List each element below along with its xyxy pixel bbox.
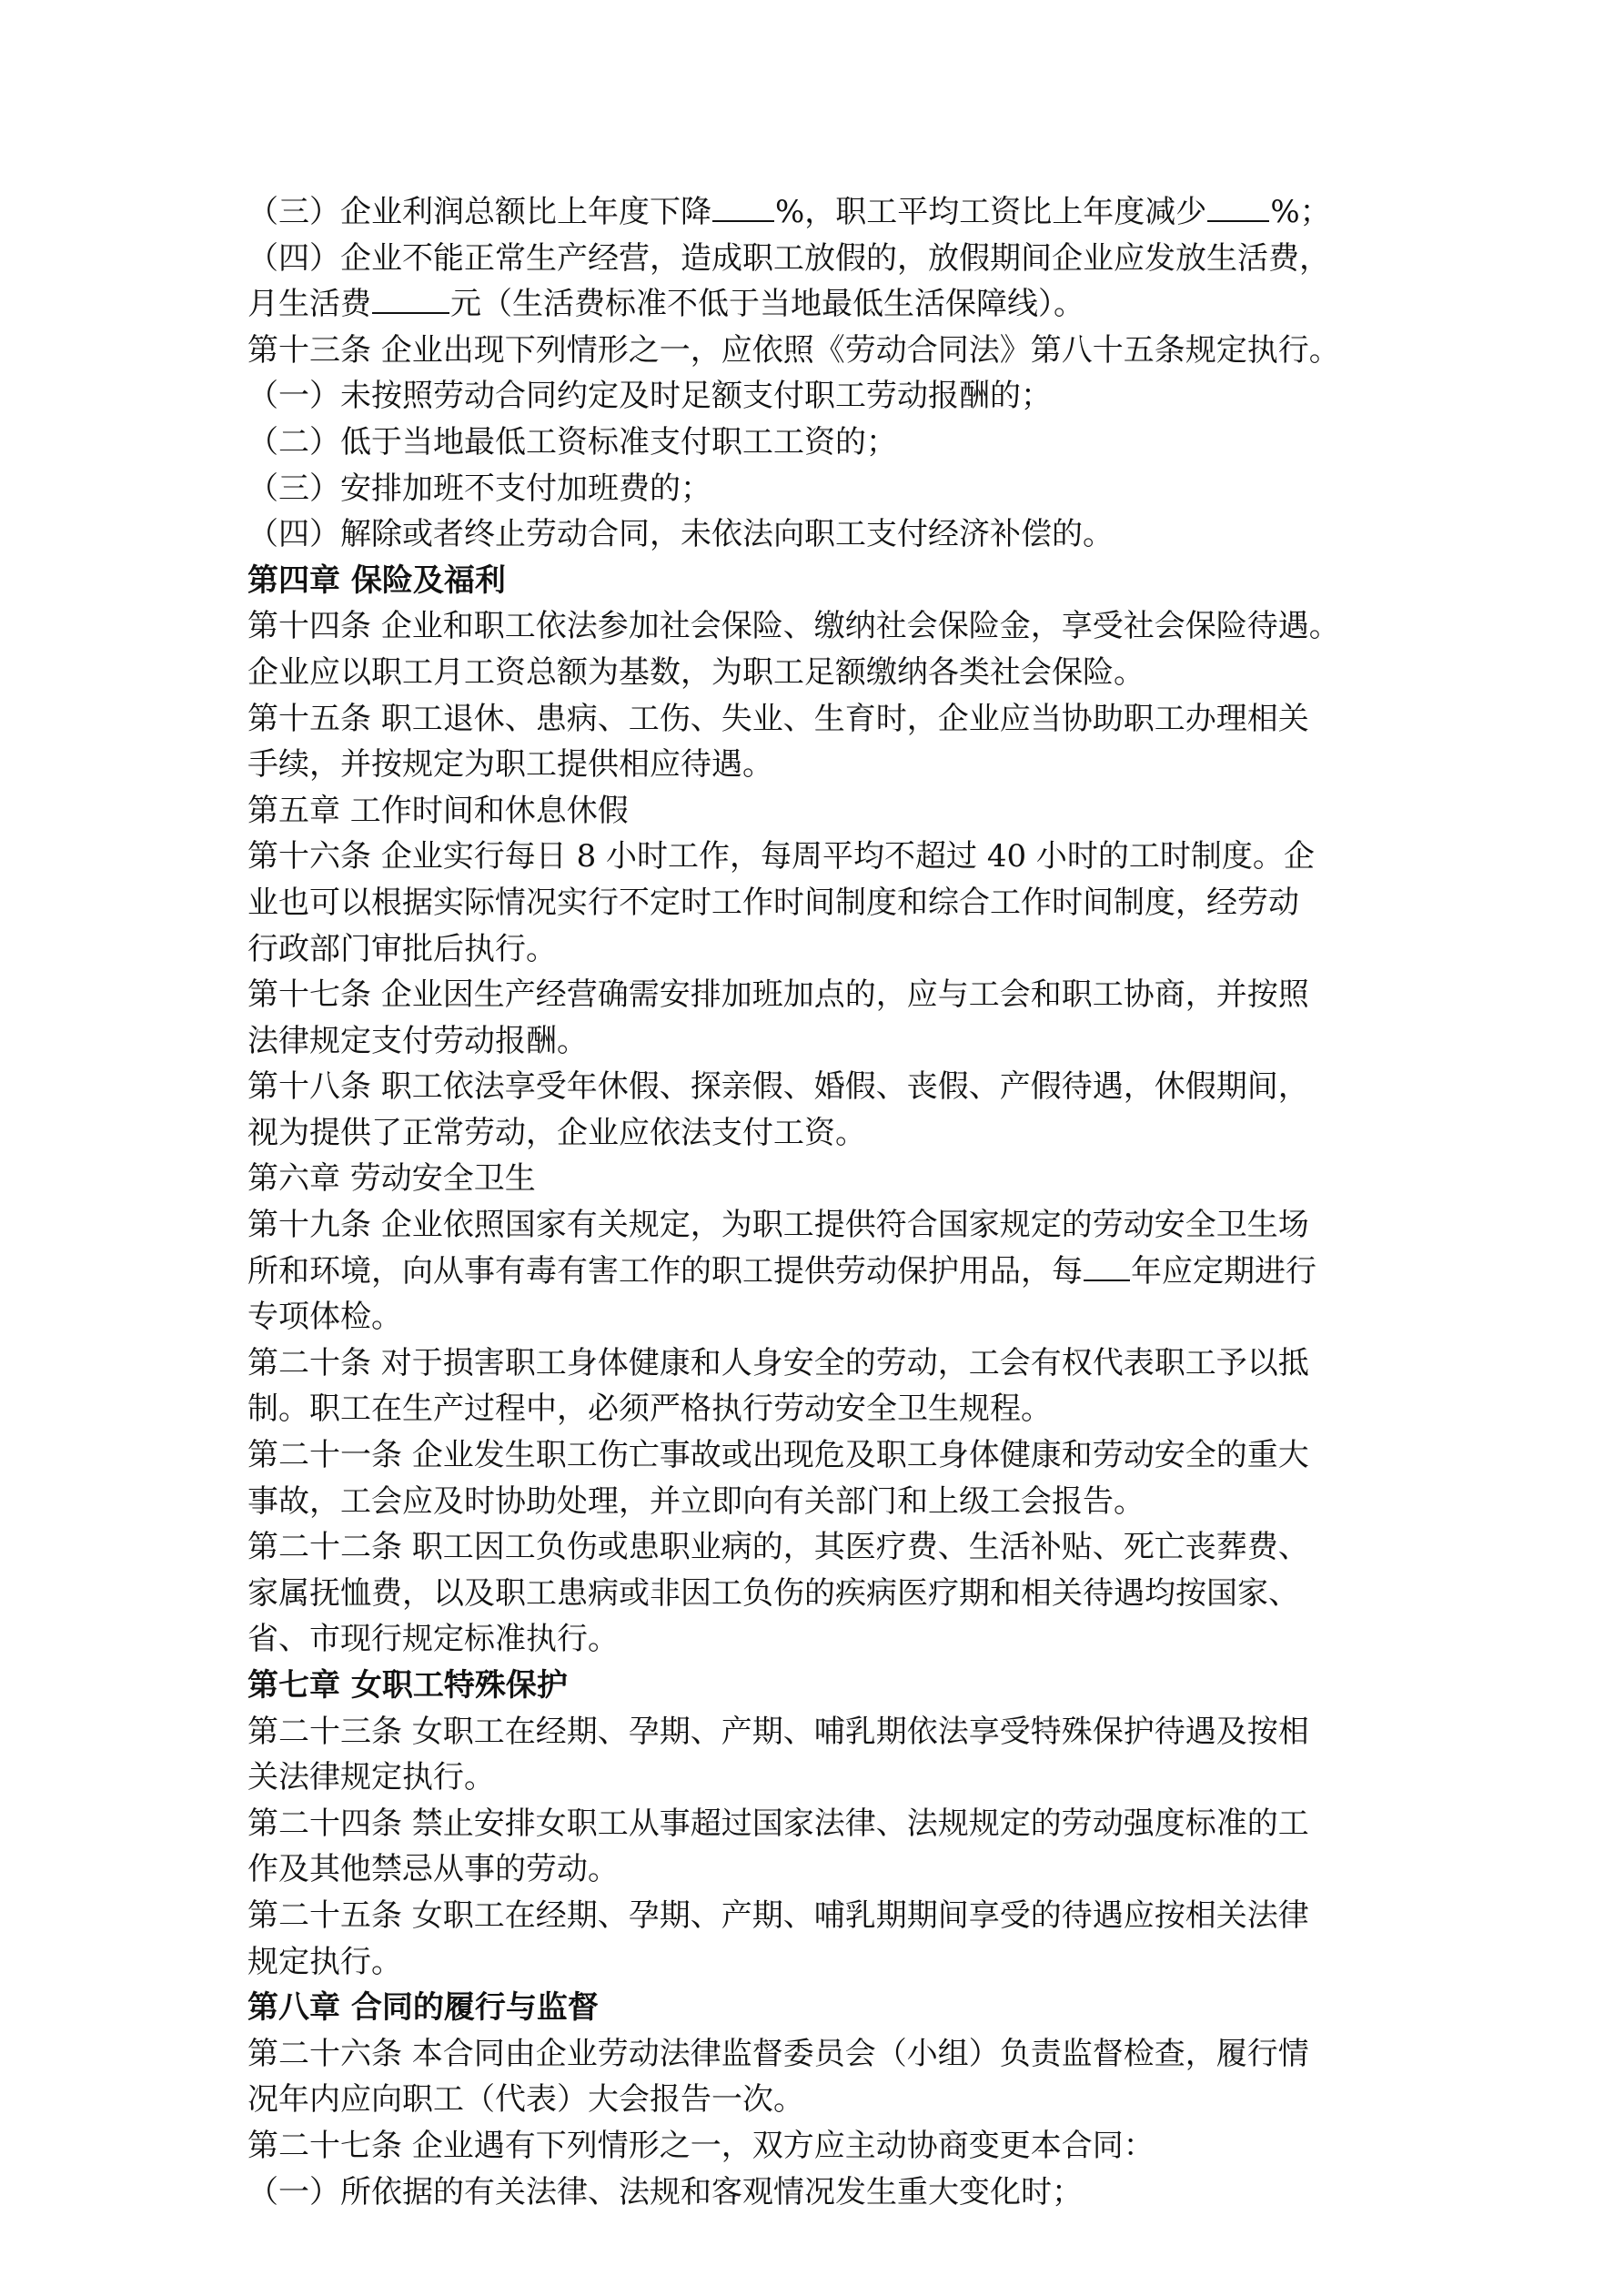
text-segment: 第七章 女职工特殊保护 bbox=[247, 1667, 568, 1704]
document-page bbox=[247, 189, 1394, 2215]
text-segment: 元（生活费标准不低于当地最低生活保障线）。 bbox=[450, 286, 1084, 323]
text-segment: 第二十七条 企业遇有下列情形之一，双方应主动协商变更本合同： bbox=[247, 2127, 1155, 2164]
text-line bbox=[247, 1249, 1394, 1295]
chapter-heading bbox=[247, 1985, 1394, 2031]
text-segment: （一）所依据的有关法律、法规和客观情况发生重大变化时； bbox=[247, 2173, 1083, 2210]
text-line bbox=[247, 281, 1394, 328]
text-segment: 第二十二条 职工因工负伤或患职业病的，其医疗费、生活补贴、死亡丧葬费、 bbox=[247, 1529, 1309, 1566]
text-segment: 法律规定支付劳动报酬。 bbox=[247, 1022, 588, 1059]
text-line bbox=[247, 1156, 1394, 1202]
text-segment: 所和环境，向从事有毒有害工作的职工提供劳动保护用品，每 bbox=[247, 1252, 1083, 1290]
text-segment: 规定执行。 bbox=[247, 1943, 402, 1980]
text-line bbox=[247, 1294, 1394, 1340]
text-segment: （四）解除或者终止劳动合同，未依法向职工支付经济补偿的。 bbox=[247, 516, 1114, 553]
text-line bbox=[247, 1018, 1394, 1065]
text-segment: 家属抚恤费，以及职工患病或非因工负伤的疾病医疗期和相关待遇均按国家、 bbox=[247, 1574, 1299, 1612]
text-segment: 企业应以职工月工资总额为基数，为职工足额缴纳各类社会保险。 bbox=[247, 653, 1145, 691]
text-line bbox=[247, 972, 1394, 1018]
text-line bbox=[247, 189, 1394, 236]
text-segment: 视为提供了正常劳动，企业应依法支付工资。 bbox=[247, 1114, 866, 1151]
text-segment: 关法律规定执行。 bbox=[247, 1759, 495, 1796]
text-line bbox=[247, 1755, 1394, 1801]
text-segment: （一）未按照劳动合同约定及时足额支付职工劳动报酬的； bbox=[247, 378, 1052, 415]
text-segment: 第五章 工作时间和休息休假 bbox=[247, 792, 629, 829]
text-line bbox=[247, 1524, 1394, 1571]
text-line bbox=[247, 696, 1394, 743]
text-line bbox=[247, 788, 1394, 834]
text-segment: （三）安排加班不支付加班费的； bbox=[247, 470, 711, 507]
text-line bbox=[247, 926, 1394, 973]
text-line bbox=[247, 1110, 1394, 1157]
chapter-heading bbox=[247, 1663, 1394, 1709]
text-segment: %，职工平均工资比上年度减少 bbox=[775, 194, 1207, 230]
text-line bbox=[247, 1340, 1394, 1387]
text-line bbox=[247, 1709, 1394, 1755]
text-line bbox=[247, 742, 1394, 788]
text-segment: 第十四条 企业和职工依法参加社会保险、缴纳社会保险金，享受社会保险待遇。 bbox=[247, 608, 1340, 645]
text-segment: 行政部门审批后执行。 bbox=[247, 930, 557, 967]
text-segment: （二）低于当地最低工资标准支付职工工资的； bbox=[247, 423, 897, 460]
text-line bbox=[247, 1616, 1394, 1663]
text-line bbox=[247, 880, 1394, 926]
text-segment: 专项体检。 bbox=[247, 1299, 402, 1336]
text-line bbox=[247, 466, 1394, 512]
text-line bbox=[247, 1939, 1394, 1986]
text-line bbox=[247, 511, 1394, 558]
text-segment: 事故，工会应及时协助处理，并立即向有关部门和上级工会报告。 bbox=[247, 1482, 1145, 1520]
text-line bbox=[247, 650, 1394, 696]
text-line bbox=[247, 328, 1394, 374]
fill-in-blank bbox=[1207, 189, 1269, 222]
text-line bbox=[247, 1571, 1394, 1617]
text-line bbox=[247, 1064, 1394, 1110]
text-segment: 第二十五条 女职工在经期、孕期、产期、哺乳期期间享受的待遇应按相关法律 bbox=[247, 1896, 1309, 1934]
fill-in-blank bbox=[1084, 1249, 1130, 1281]
text-line bbox=[247, 2123, 1394, 2170]
text-line bbox=[247, 2031, 1394, 2078]
text-line bbox=[247, 834, 1394, 880]
text-line bbox=[247, 1386, 1394, 1432]
text-segment: 第二十六条 本合同由企业劳动法律监督委员会（小组）负责监督检查，履行情 bbox=[247, 2035, 1309, 2072]
text-line bbox=[247, 373, 1394, 420]
text-segment: 第二十条 对于损害职工身体健康和人身安全的劳动，工会有权代表职工予以抵 bbox=[247, 1344, 1309, 1381]
text-segment: %； bbox=[1270, 194, 1331, 230]
text-line bbox=[247, 1801, 1394, 1847]
text-segment: 第十五条 职工退休、患病、工伤、失业、生育时，企业应当协助职工办理相关 bbox=[247, 700, 1309, 737]
text-segment: （三）企业利润总额比上年度下降 bbox=[247, 194, 711, 230]
text-segment: 月生活费 bbox=[247, 286, 371, 323]
fill-in-blank bbox=[712, 189, 774, 222]
text-segment: 第二十三条 女职工在经期、孕期、产期、哺乳期依法享受特殊保护待遇及按相 bbox=[247, 1713, 1309, 1750]
fill-in-blank bbox=[372, 281, 449, 314]
text-line bbox=[247, 1893, 1394, 1939]
text-segment: （四）企业不能正常生产经营，造成职工放假的，放假期间企业应发放生活费， bbox=[247, 239, 1330, 277]
text-line bbox=[247, 2077, 1394, 2123]
text-line bbox=[247, 1432, 1394, 1479]
text-segment: 省、市现行规定标准执行。 bbox=[247, 1621, 619, 1658]
text-line bbox=[247, 420, 1394, 466]
text-line bbox=[247, 1846, 1394, 1893]
text-segment: 第二十一条 企业发生职工伤亡事故或出现危及职工身体健康和劳动安全的重大 bbox=[247, 1437, 1309, 1474]
text-segment: 第十六条 企业实行每日 8 小时工作，每周平均不超过 40 小时的工时制度。企 bbox=[247, 838, 1315, 875]
text-segment: 年应定期进行 bbox=[1131, 1252, 1316, 1290]
text-segment: 第四章 保险及福利 bbox=[247, 561, 506, 599]
text-line bbox=[247, 2170, 1394, 2216]
text-segment: 业也可以根据实际情况实行不定时工作时间制度和综合工作时间制度，经劳动 bbox=[247, 884, 1299, 921]
chapter-heading bbox=[247, 558, 1394, 604]
text-segment: 制。职工在生产过程中，必须严格执行劳动安全卫生规程。 bbox=[247, 1391, 1052, 1428]
text-segment: 第二十四条 禁止安排女职工从事超过国家法律、法规规定的劳动强度标准的工 bbox=[247, 1805, 1309, 1842]
text-segment: 况年内应向职工（代表）大会报告一次。 bbox=[247, 2081, 804, 2119]
text-segment: 第六章 劳动安全卫生 bbox=[247, 1160, 536, 1198]
text-segment: 手续，并按规定为职工提供相应待遇。 bbox=[247, 746, 773, 784]
text-line bbox=[247, 1479, 1394, 1525]
text-segment: 第十八条 职工依法享受年休假、探亲假、婚假、丧假、产假待遇，休假期间， bbox=[247, 1068, 1309, 1106]
text-line bbox=[247, 236, 1394, 282]
text-segment: 第十九条 企业依照国家有关规定，为职工提供符合国家规定的劳动安全卫生场 bbox=[247, 1207, 1309, 1244]
text-line bbox=[247, 603, 1394, 650]
text-segment: 第十七条 企业因生产经营确需安排加班加点的，应与工会和职工协商，并按照 bbox=[247, 976, 1309, 1014]
text-segment: 第八章 合同的履行与监督 bbox=[247, 1989, 599, 2027]
text-segment: 第十三条 企业出现下列情形之一，应依照《劳动合同法》第八十五条规定执行。 bbox=[247, 331, 1340, 369]
text-segment: 作及其他禁忌从事的劳动。 bbox=[247, 1851, 619, 1888]
text-line bbox=[247, 1202, 1394, 1249]
